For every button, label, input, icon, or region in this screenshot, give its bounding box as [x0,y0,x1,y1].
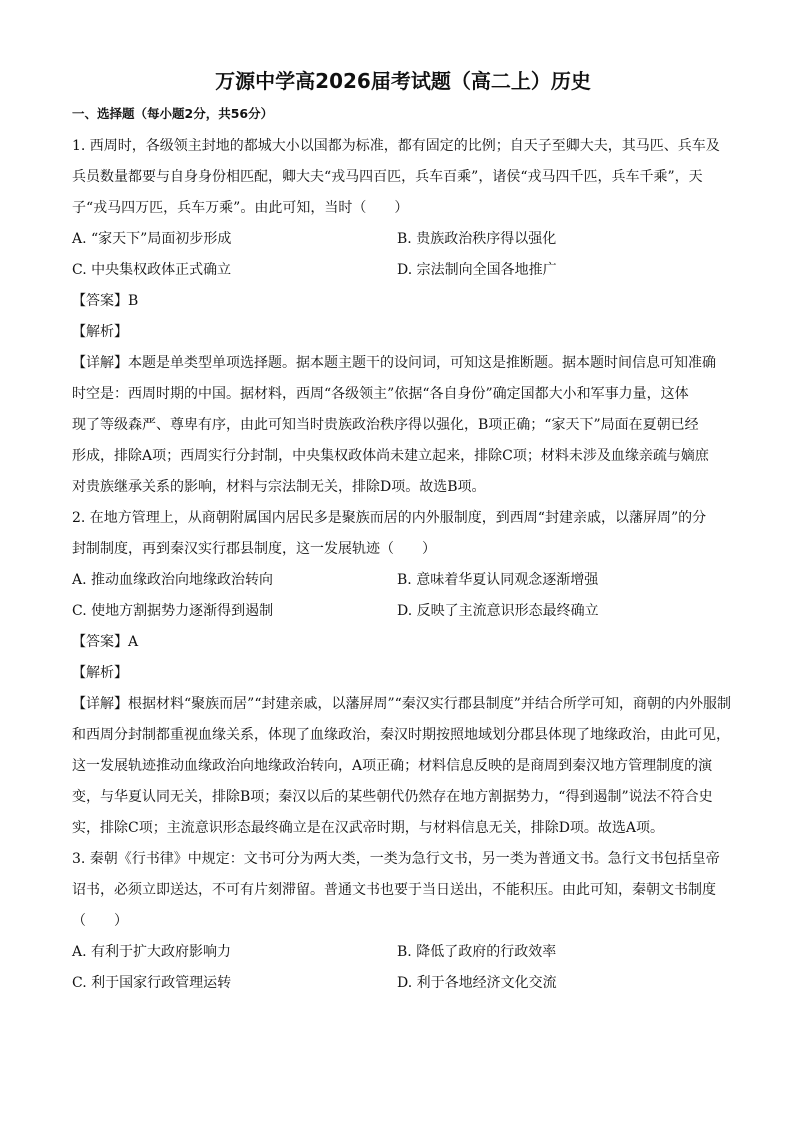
options [72,224,734,286]
explanation-line: 这一发展轨迹推动血缘政治向地缘政治转向，A项正确；材料信息反映的是商周到秦汉地方管理制度的演 [72,758,713,774]
question-2 [72,503,734,844]
question-3 [72,844,734,999]
question-stem-line: 封制制度，再到秦汉实行郡县制度，这一发展轨迹（ ） [72,541,436,557]
option-c: C. 中央集权政体正式确立 [72,262,232,278]
explanation-line: 和西周分封制都重视血缘关系，体现了血缘政治，秦汉时期按照地域划分郡县体现了地缘政治，由此可见， [72,727,730,743]
option-c: C. 使地方割据势力逐渐得到遏制 [72,603,274,619]
option-b: B. 意味着华夏认同观念逐渐增强 [397,572,599,588]
document-page [72,66,734,999]
options [72,565,734,627]
option-d: D. 反映了主流意识形态最终确立 [397,603,599,619]
question-stem-line: 3. 秦朝《行书律》中规定：文书可分为两大类，一类为急行文书，另一类为普通文书。急行文书包括皇帝 [72,851,720,867]
option-b: B. 贵族政治秩序得以强化 [397,231,557,247]
question-stem-line: （ ） [72,913,128,929]
explanation-line: 形成，排除A项；西周实行分封制，中央集权政体尚未建立起来，排除C项；材料未涉及血缘亲疏与嫡庶 [72,448,709,464]
options [72,937,734,999]
answer-label: 【答案】A [72,634,139,650]
question-stem-line: 诏书，必须立即送达，不可有片刻滞留。普通文书也要于当日送出，不能积压。由此可知，秦朝文书制度 [72,882,716,898]
explanation-line: 时空是：西周时期的中国。据材料，西周“各级领主”依据“各自身份”确定国都大小和军事力量，这体 [72,386,689,402]
option-a: A. 推动血缘政治向地缘政治转向 [72,572,274,588]
page-title: 万源中学高2026届考试题（高二上）历史 [215,69,591,93]
option-a: A. 有利于扩大政府影响力 [72,944,232,960]
analysis-label: 【解析】 [72,665,128,681]
section-heading: 一、选择题（每小题2分，共56分） [72,106,274,121]
question-stem-line: 1. 西周时，各级领主封地的都城大小以国都为标准，都有固定的比例；自天子至卿大夫，其马匹、兵车及 [72,138,720,154]
answer-label: 【答案】B [72,293,139,309]
option-b: B. 降低了政府的行政效率 [397,944,557,960]
option-a: A. “家天下”局面初步形成 [72,231,232,247]
question-stem-line: 兵员数量都要与自身身份相匹配，卿大夫“戎马四百匹，兵车百乘”，诸侯“戎马四千匹，兵车千乘”，天 [72,169,703,185]
analysis-label: 【解析】 [72,324,128,340]
question-stem-line: 子“戎马四万匹，兵车万乘”。由此可知，当时（ ） [72,200,409,216]
explanation-line: 【详解】根据材料“聚族而居”“封建亲戚，以藩屏周”“秦汉实行郡县制度”并结合所学可知，商朝的内外服制 [72,696,731,712]
question-1 [72,131,734,503]
explanation-line: 现了等级森严、尊卑有序，由此可知当时贵族政治秩序得以强化，B项正确；“家天下”局面在夏朝已经 [72,417,699,433]
question-stem-line: 2. 在地方管理上，从商朝附属国内居民多是聚族而居的内外服制度，到西周“封建亲戚，以藩屏周”的分 [72,510,707,526]
option-c: C. 利于国家行政管理运转 [72,975,232,991]
explanation-line: 变，与华夏认同无关，排除B项；秦汉以后的某些朝代仍然存在地方割据势力，“得到遏制”说法不符合史 [72,789,713,805]
option-d: D. 利于各地经济文化交流 [397,975,557,991]
explanation-line: 实，排除C项；主流意识形态最终确立是在汉武帝时期，与材料信息无关，排除D项。故选A项。 [72,820,665,836]
option-d: D. 宗法制向全国各地推广 [397,262,557,278]
explanation-line: 【详解】本题是单类型单项选择题。据本题主题干的设问词，可知这是推断题。据本题时间信息可知准确 [72,355,716,371]
explanation-line: 对贵族继承关系的影响，材料与宗法制无关，排除D项。故选B项。 [72,479,486,495]
